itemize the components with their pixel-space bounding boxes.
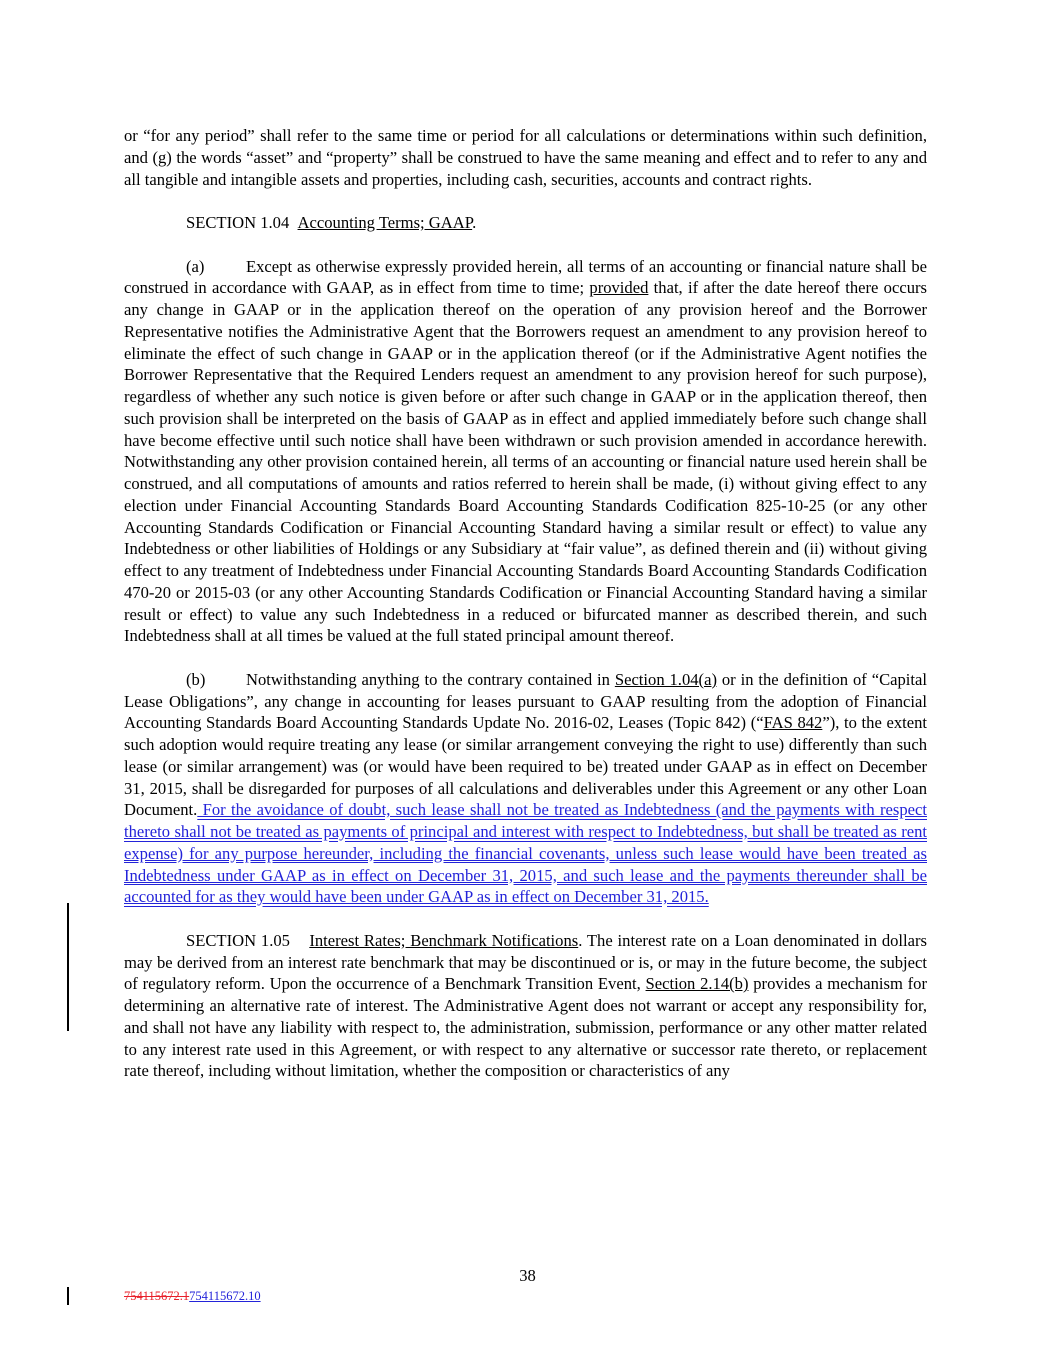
section-reference: Section 1.04(a): [614, 669, 717, 689]
section-reference: Section 2.14(b): [645, 974, 749, 994]
inserted-doc-id: 754115672.10: [189, 1289, 261, 1303]
document-body: [124, 125, 927, 1104]
change-bar: [67, 1287, 69, 1305]
deleted-doc-id: 754115672.1: [124, 1289, 190, 1303]
inserted-text: For the avoidance of doubt, such lease shall not be treated as Indebtedness (and the payments with respect thereto shall not be treated as payments of principal and interest with respect to Indebtedness, but shall be treated as rent expense) for any purpose hereunder, including the financial covenants, unless such lease would have been treated as Indebtedness under GAAP as in effect on December 31, 2015, and such lease and the payments thereunder shall be accounted for as they would have been under GAAP as in effect on December 31, 2015.: [124, 800, 927, 907]
change-bar: [67, 903, 69, 1031]
section-title: Accounting Terms; GAAP: [297, 213, 473, 232]
section-1-05: SECTION 1.05 Interest Rates; Benchmark Notifications. The interest rate on a Loan denominated in dollars may be derived from an interest rate benchmark that may be discontinued or is, or may in the future become, the subject of regulatory reform. Upon the occurrence of a Benchmark Transition Event, Section 2.14(b) provides a mechanism for determining an alternative rate of interest. The Administrative Agent does not warrant or accept any responsibility for, and shall not have any liability with respect to, the administration, submission, performance or any other matter related to any interest rate used in this Agreement, or with respect to any alternative or successor rate thereto, or replacement rate thereof, including without limitation, whether the composition or characteristics of any: [124, 930, 927, 1081]
document-id: [124, 1289, 261, 1304]
section-title: Interest Rates; Benchmark Notifications: [309, 930, 579, 950]
section-1-04-heading: SECTION 1.04 Accounting Terms; GAAP.: [186, 213, 477, 232]
paragraph-a: (a) Except as otherwise expressly provided herein, all terms of an accounting or financial nature shall be construed in accordance with GAAP, as in effect from time to time; provided that, if after the date hereof there occurs any change in GAAP or in the application thereof on the operation of any provision hereof and the Borrower Representative notifies the Administrative Agent that the Borrowers request an amendment to any provision hereof to eliminate the effect of such change in GAAP or in the application thereof (or if the Administrative Agent notifies the Borrower Representative that the Required Lenders request an amendment to any provision hereof for such purpose), regardless of whether any such notice is given before or after such change in GAAP or in the application thereof, then such provision shall be interpreted on the basis of GAAP as in effect and applied immediately before such change shall have become effective until such notice shall have been withdrawn or such provision amended in accordance herewith. Notwithstanding any other provision contained herein, all terms of an accounting or financial nature used herein shall be construed, and all computations of amounts and ratios referred to herein shall be made, (i) without giving effect to any election under Financial Accounting Standards Board Accounting Standards Codification 825-10-25 (or any other Accounting Standards Codification or Financial Accounting Standard having a similar result or effect) to value any Indebtedness or other liabilities of Holdings or any Subsidiary at “fair value”, as defined therein and (ii) without giving effect to any treatment of Indebtedness under Financial Accounting Standards Board Accounting Standards Codification 470-20 or 2015-03 (or any other Accounting Standards Codification or Financial Accounting Standard having a similar result or effect) to value any such Indebtedness in a reduced or bifurcated manner as described therein, and such Indebtedness shall at all times be valued at the full stated principal amount thereof.: [124, 256, 927, 646]
page-number: 38: [519, 1266, 536, 1285]
paragraph-b: (b) Notwithstanding anything to the contrary contained in Section 1.04(a) or in the definition of “Capital Lease Obligations”, any change in accounting for leases pursuant to GAAP resulting from the adoption of Financial Accounting Standards Board Accounting Standards Update No. 2016-02, Leases (Topic 842) (“FAS 842”), to the extent such adoption would require treating any lease (or similar arrangement conveying the right to use) differently than such lease (or similar arrangement) was (or would have been required to be) treated under GAAP as in effect on December 31, 2015, shall be disregarded for purposes of all calculations and deliverables under this Agreement or any other Loan Document. For the avoidance of doubt, such lease shall not be treated as Indebtedness (and the payments with respect thereto shall not be treated as payments of principal and interest with respect to Indebtedness, but shall be treated as rent expense) for any purpose hereunder, including the financial covenants, unless such lease would have been treated as Indebtedness under GAAP as in effect on December 31, 2015, and such lease and the payments thereunder shall be accounted for as they would have been under GAAP as in effect on December 31, 2015.: [124, 669, 927, 907]
paragraph-definitions-end: or “for any period” shall refer to the same time or period for all calculations or determinations within such definition, and (g) the words “asset” and “property” shall be construed to have the same meaning and effect and to refer to any and all tangible and intangible assets and properties, including cash, securities, accounts and contract rights.: [124, 126, 927, 189]
